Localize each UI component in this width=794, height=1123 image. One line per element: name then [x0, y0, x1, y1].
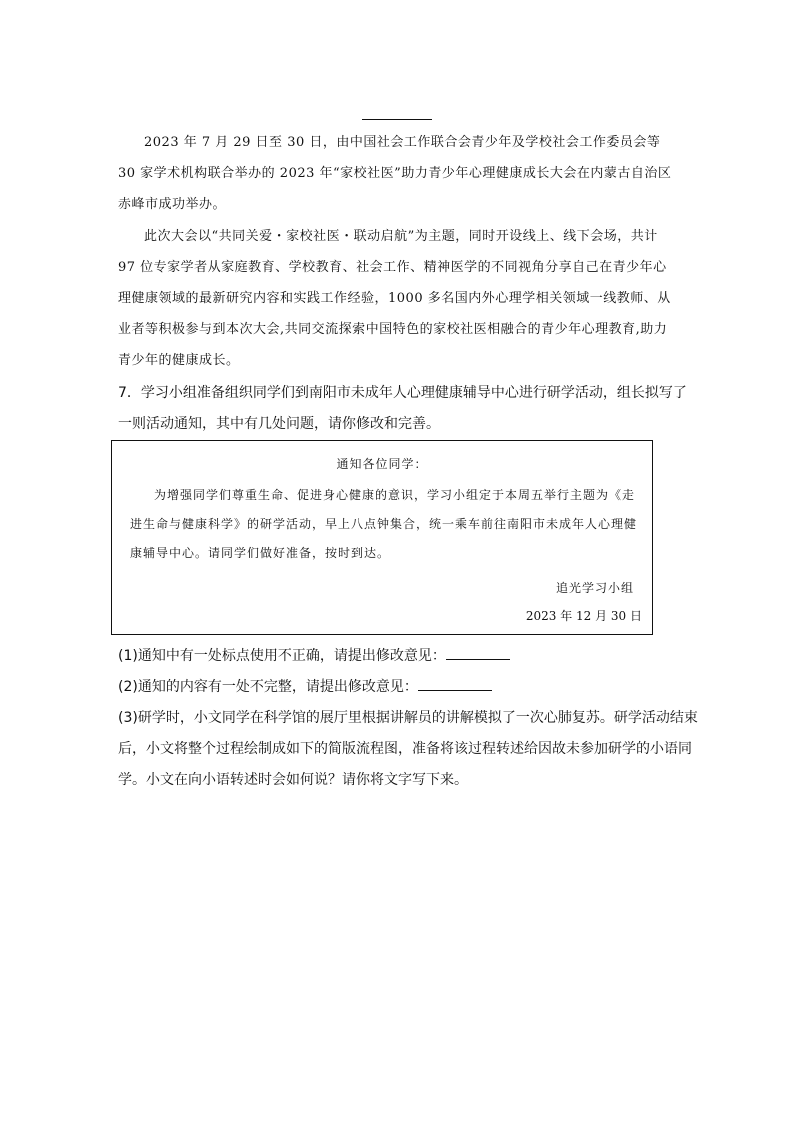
answer-blank-1[interactable] [446, 645, 510, 660]
subquestion-3 [118, 703, 698, 796]
subquestion-2 [118, 672, 698, 703]
subquestion-3-text: (3)研学时，小文同学在科学馆的展厅里根据讲解员的讲解模拟了一次心肺复苏。研学活动结束后，小文将整个过程绘制成如下的简版流程图，准备将该过程转述给因故未参加研学的小语同学。小文在向小语转述时会如何说？请你将文字写下来。 [118, 710, 698, 788]
subquestion-2-text: (2)通知的内容有一处不完整，请提出修改意见： [118, 679, 418, 695]
notice-box [111, 440, 653, 635]
answer-blank-line [362, 119, 432, 120]
notice-body: 为增强同学们尊重生命、促进身心健康的意识，学习小组定于本周五举行主题为《走进生命与健康科学》的研学活动，早上八点钟集合，统一乘车前往南阳市未成年人心理健康辅导中心。请同学们做好准备，按时到达。 [130, 488, 638, 560]
question-7 [118, 378, 698, 440]
subquestion-1 [118, 641, 698, 672]
notice-date: 2023 年 12 月 30 日 [525, 609, 642, 623]
subquestion-1-text: (1)通知中有一处标点使用不正确，请提出修改意见： [118, 648, 446, 664]
passage-text-1: 2023 年 7 月 29 日至 30 日，由中国社会工作联合会青少年及学校社会工作委员会等 30 家学术机构联合举办的 2023 年“家校社医”助力青少年心理健康成长大会在内蒙古自治区赤峰市成功举办。 [118, 135, 672, 212]
notice-title: 通知各位同学： [336, 457, 428, 471]
reading-passage-paragraph-2 [118, 221, 678, 376]
reading-passage-paragraph-1 [118, 127, 678, 220]
passage-text-2: 此次大会以“共同关爱・家校社医・联动启航”为主题，同时开设线上、线下会场，共计 97 位专家学者从家庭教育、学校教育、社会工作、精神医学的不同视角分享自己在青少年心理健康领域的最新研究内容和实践工作经验，1000 多名国内外心理学相关领域一线教师、从业者等积极参与到本次大会,共同交流探索中国特色的家校社医相融合的青少年心理教育,助力青少年的健康成长。 [118, 229, 671, 368]
notice-signature: 追光学习小组 [555, 581, 634, 595]
question-7-text: 7．学习小组准备组织同学们到南阳市未成年人心理健康辅导中心进行研学活动，组长拟写了一则活动通知，其中有几处问题，请你修改和完善。 [118, 385, 687, 432]
answer-blank-2[interactable] [418, 676, 492, 691]
